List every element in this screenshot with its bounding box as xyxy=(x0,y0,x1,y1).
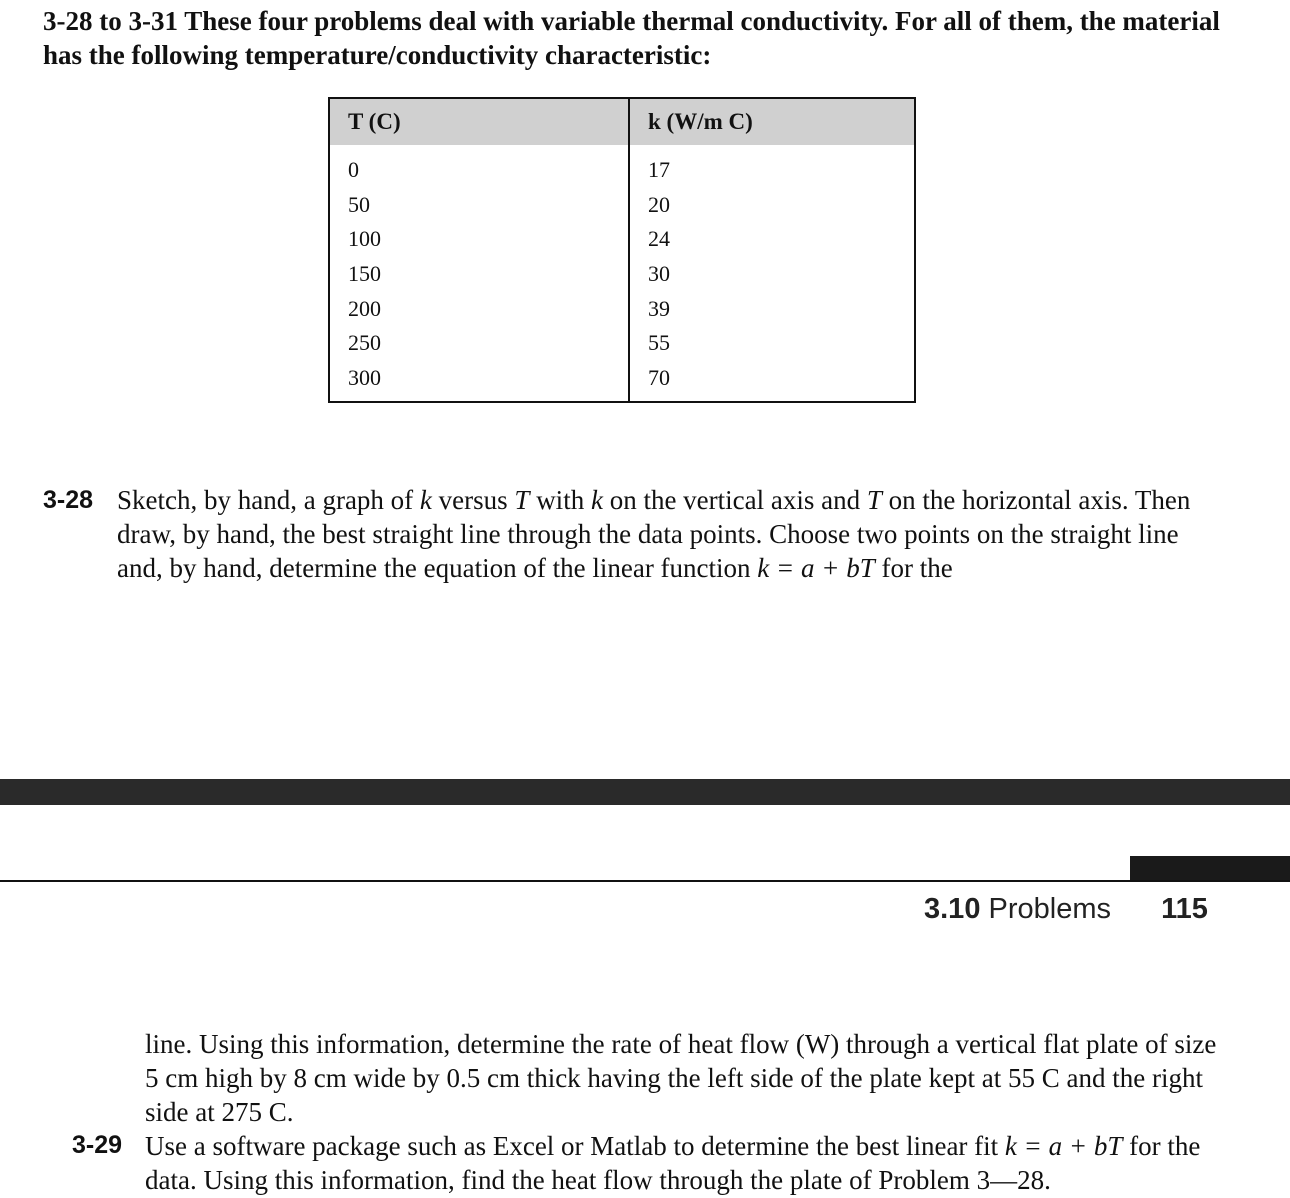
page-break-bar xyxy=(0,779,1290,805)
text-run: on the vertical axis and xyxy=(602,485,867,515)
text-run: Sketch, by hand, a graph of xyxy=(117,485,420,515)
table-row xyxy=(329,360,915,402)
cell-conductivity: 55 xyxy=(629,326,915,361)
linear-equation: k = a + bT xyxy=(1004,1131,1123,1161)
cell-conductivity: 17 xyxy=(629,145,915,188)
cell-temperature: 100 xyxy=(348,226,381,252)
header-tab-marker xyxy=(1130,856,1290,881)
header-conductivity: k (W/m C) xyxy=(629,98,915,145)
cell-temperature: 0 xyxy=(348,157,359,183)
section-title: Problems xyxy=(988,893,1112,925)
table-row xyxy=(329,188,915,223)
problem-3-28-continued: line. Using this information, determine the rate of heat flow (W) through a vertical flat plate of size 5 cm high by 8 cm wide by 0.5 cm thick having the left side of the plate kept at 55 C and the right side at 275 C. xyxy=(145,1029,1217,1127)
cell-temperature: 200 xyxy=(348,295,381,321)
var-k: k xyxy=(419,485,432,515)
page-number: 115 xyxy=(1161,893,1208,925)
text-run: Use a software package such as Excel or Matlab to determine the best linear fit xyxy=(145,1131,1005,1161)
intro-heading: 3-28 to 3-31 These four problems deal with variable thermal conductivity. For all of them, the material has the following temperature/conductivity characteristic: xyxy=(43,6,1220,70)
problem-number-3-28: 3-28 xyxy=(43,486,94,514)
var-t: T xyxy=(866,485,882,515)
linear-equation: k = a + bT xyxy=(757,553,875,583)
text-run: for the data. Using this information, find the heat flow through the plate of Problem 3—28. xyxy=(145,1131,1201,1195)
header-rule xyxy=(0,880,1290,882)
text-run: for the xyxy=(874,553,953,583)
problem-number-3-29: 3-29 xyxy=(72,1131,123,1159)
cell-conductivity: 39 xyxy=(629,291,915,326)
problem-3-29-text xyxy=(145,1129,1225,1197)
table-row xyxy=(329,257,915,292)
section-number: 3.10 xyxy=(924,893,981,925)
table-header-row xyxy=(329,98,915,145)
cell-temperature: 250 xyxy=(348,330,381,356)
text-run: on the horizontal axis. Then draw, by hand, the best straight line through the data points. Choose two points on the straight line and, by hand, determine the equation of the linear function xyxy=(117,485,1191,583)
problem-3-28-text xyxy=(117,483,1197,585)
var-k: k xyxy=(590,485,603,515)
text-run: with xyxy=(529,485,591,515)
running-header xyxy=(924,893,1208,926)
table-row xyxy=(329,222,915,257)
cell-temperature: 300 xyxy=(348,364,381,390)
table-row xyxy=(329,145,915,188)
cell-temperature: 50 xyxy=(348,191,370,217)
cell-conductivity: 20 xyxy=(629,188,915,223)
header-temperature: T (C) xyxy=(329,98,629,145)
cell-conductivity: 70 xyxy=(629,360,915,402)
cell-temperature: 150 xyxy=(348,260,381,286)
cell-conductivity: 30 xyxy=(629,257,915,292)
table-row xyxy=(329,291,915,326)
table-row xyxy=(329,326,915,361)
text-run: versus xyxy=(431,485,515,515)
var-t: T xyxy=(514,485,530,515)
conductivity-table xyxy=(328,97,916,403)
cell-conductivity: 24 xyxy=(629,222,915,257)
